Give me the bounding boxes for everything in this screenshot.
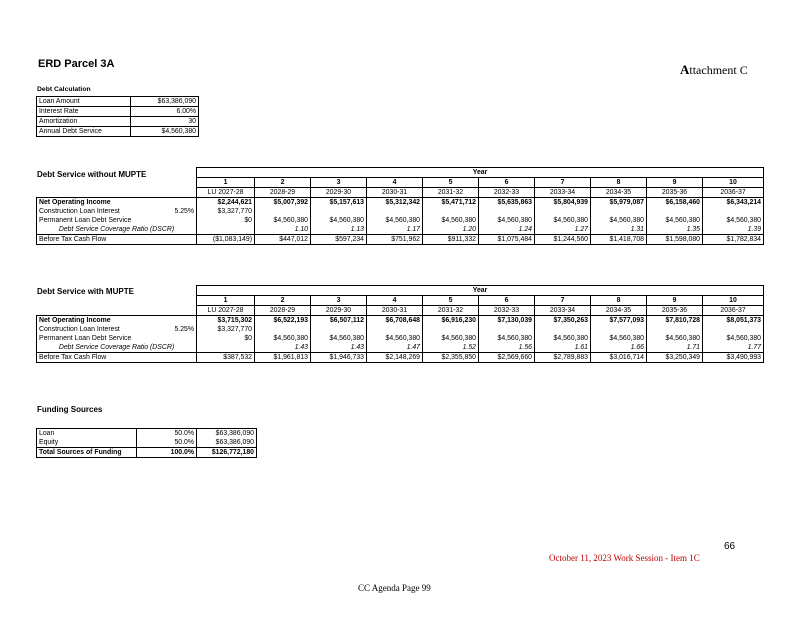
with-table — [36, 285, 764, 363]
fiscal-year: 2034-35 — [591, 306, 647, 316]
construction-value: $3,327,770 — [197, 207, 255, 216]
year-number: 7 — [535, 178, 591, 188]
dscr-row — [37, 225, 764, 235]
attachment-label — [680, 62, 748, 78]
noi-value: $6,343,214 — [703, 198, 764, 208]
dscr-label: Debt Service Coverage Ratio (DSCR) — [37, 343, 197, 353]
construction-value: $3,327,770 — [197, 325, 255, 334]
debt-calc-heading: Debt Calculation — [37, 86, 91, 93]
permanent-value: $4,560,380 — [255, 334, 311, 343]
year-number: 1 — [197, 296, 255, 306]
btcf-value: $387,532 — [197, 353, 255, 363]
dscr-value: 1.10 — [255, 225, 311, 235]
btcf-value: $1,961,813 — [255, 353, 311, 363]
btcf-value: $751,962 — [367, 235, 423, 245]
year-number: 5 — [423, 296, 479, 306]
btcf-value: $1,075,484 — [479, 235, 535, 245]
fiscal-year: 2032-33 — [479, 188, 535, 198]
permanent-value: $4,560,380 — [479, 216, 535, 225]
debt-row — [37, 97, 199, 107]
year-number: 6 — [479, 296, 535, 306]
year-number-row — [37, 178, 764, 188]
dscr-label: Debt Service Coverage Ratio (DSCR) — [37, 225, 197, 235]
year-label: Year — [197, 286, 764, 296]
empty-cell — [703, 207, 764, 216]
funding-amount: $63,386,090 — [215, 430, 254, 437]
noi-value: $7,577,093 — [591, 316, 647, 326]
btcf-value: $3,016,714 — [591, 353, 647, 363]
noi-value: $5,312,342 — [367, 198, 423, 208]
blank-cell — [145, 178, 197, 188]
noi-value: $6,158,460 — [647, 198, 703, 208]
noi-value: $6,522,193 — [255, 316, 311, 326]
dscr-row — [37, 343, 764, 353]
empty-cell — [535, 207, 591, 216]
year-number: 3 — [311, 296, 367, 306]
dscr-value: 1.24 — [479, 225, 535, 235]
fiscal-year: 2036-37 — [703, 306, 764, 316]
year-number: 2 — [255, 178, 311, 188]
fiscal-year: 2033-34 — [535, 188, 591, 198]
permanent-value: $0 — [197, 216, 255, 225]
noi-value: $6,708,648 — [367, 316, 423, 326]
fiscal-year: LU 2027-28 — [197, 188, 255, 198]
permanent-value: $4,560,380 — [535, 334, 591, 343]
empty-cell — [311, 207, 367, 216]
noi-value: $7,350,263 — [535, 316, 591, 326]
empty-cell — [591, 207, 647, 216]
year-number: 9 — [647, 296, 703, 306]
permanent-row — [37, 216, 764, 225]
year-number: 4 — [367, 178, 423, 188]
construction-label: Construction Loan Interest — [37, 207, 145, 216]
permanent-row — [37, 334, 764, 343]
btcf-value: ($1,083,149) — [197, 235, 255, 245]
year-number-row — [37, 296, 764, 306]
permanent-value: $4,560,380 — [423, 216, 479, 225]
blank-cell — [145, 306, 197, 316]
year-number: 9 — [647, 178, 703, 188]
empty-cell — [423, 325, 479, 334]
debt-value: 6.00% — [131, 107, 199, 117]
attachment-rest: ttachment C — [689, 63, 748, 77]
btcf-value: $2,355,850 — [423, 353, 479, 363]
funding-total-amount: $126,772,180 — [197, 448, 257, 458]
session-note: October 11, 2023 Work Session - Item 1C — [549, 553, 700, 563]
permanent-value: $0 — [197, 334, 255, 343]
blank-cell — [145, 168, 197, 178]
fiscal-year-row — [37, 188, 764, 198]
permanent-value: $4,560,380 — [647, 216, 703, 225]
empty-cell — [703, 325, 764, 334]
noi-value: $6,916,230 — [423, 316, 479, 326]
noi-value: $5,007,392 — [255, 198, 311, 208]
without-heading: Debt Service without MUPTE — [37, 170, 147, 179]
noi-value: $6,507,112 — [311, 316, 367, 326]
noi-value: $5,979,087 — [591, 198, 647, 208]
funding-table — [36, 428, 257, 458]
empty-cell — [647, 207, 703, 216]
empty-cell — [647, 325, 703, 334]
btcf-value: $1,418,708 — [591, 235, 647, 245]
btcf-value: $1,244,560 — [535, 235, 591, 245]
without-table — [36, 167, 764, 245]
year-number: 6 — [479, 178, 535, 188]
permanent-value: $4,560,380 — [591, 216, 647, 225]
fiscal-year: 2033-34 — [535, 306, 591, 316]
dscr-value: 1.27 — [535, 225, 591, 235]
blank-cell — [145, 188, 197, 198]
noi-value: $8,051,373 — [703, 316, 764, 326]
noi-value: $7,130,039 — [479, 316, 535, 326]
empty-cell — [311, 325, 367, 334]
debt-row — [37, 127, 199, 137]
dscr-value: 1.71 — [647, 343, 703, 353]
empty-cell — [535, 325, 591, 334]
funding-total-row — [37, 448, 257, 458]
permanent-value: $4,560,380 — [423, 334, 479, 343]
permanent-value: $4,560,380 — [311, 216, 367, 225]
noi-value: $3,715,302 — [197, 316, 255, 326]
permanent-value: $4,560,380 — [703, 334, 764, 343]
fiscal-year: 2031-32 — [423, 188, 479, 198]
permanent-label: Permanent Loan Debt Service — [37, 216, 197, 225]
year-number: 3 — [311, 178, 367, 188]
noi-value: $5,804,939 — [535, 198, 591, 208]
blank-cell — [145, 286, 197, 296]
empty-cell — [367, 207, 423, 216]
btcf-value: $2,789,883 — [535, 353, 591, 363]
permanent-value: $4,560,380 — [255, 216, 311, 225]
construction-rate: 5.25% — [145, 207, 197, 216]
with-heading: Debt Service with MUPTE — [37, 287, 134, 296]
dscr-value: 1.13 — [311, 225, 367, 235]
btcf-label: Before Tax Cash Flow — [37, 353, 197, 363]
fiscal-year: 2030-31 — [367, 306, 423, 316]
dscr-value: 1.52 — [423, 343, 479, 353]
construction-row — [37, 207, 764, 216]
page-title: ERD Parcel 3A — [38, 58, 115, 70]
fiscal-year: 2030-31 — [367, 188, 423, 198]
fiscal-year: 2029-30 — [311, 188, 367, 198]
dscr-value: 1.77 — [703, 343, 764, 353]
debt-label: Interest Rate — [37, 107, 131, 117]
empty-cell — [591, 325, 647, 334]
year-number: 1 — [197, 178, 255, 188]
permanent-label: Permanent Loan Debt Service — [37, 334, 197, 343]
btcf-value: $2,569,660 — [479, 353, 535, 363]
year-number: 10 — [703, 178, 764, 188]
btcf-value: $1,598,080 — [647, 235, 703, 245]
fiscal-year: 2035-36 — [647, 306, 703, 316]
dscr-value: 1.31 — [591, 225, 647, 235]
fiscal-year: 2032-33 — [479, 306, 535, 316]
funding-total-pct: 100.0% — [137, 448, 197, 458]
year-row — [37, 168, 764, 178]
year-number: 5 — [423, 178, 479, 188]
year-number: 2 — [255, 296, 311, 306]
noi-row — [37, 198, 764, 208]
year-number: 4 — [367, 296, 423, 306]
funding-label: Equity — [37, 438, 137, 448]
debt-label: Amortization — [37, 117, 131, 127]
blank-cell — [37, 286, 145, 296]
fiscal-year: 2029-30 — [311, 306, 367, 316]
debt-row — [37, 117, 199, 127]
noi-value: $5,471,712 — [423, 198, 479, 208]
year-number: 8 — [591, 178, 647, 188]
noi-row — [37, 316, 764, 326]
funding-label: Loan — [37, 429, 137, 439]
debt-value: 30 — [131, 117, 199, 127]
fiscal-year: 2031-32 — [423, 306, 479, 316]
page-number: 66 — [724, 541, 736, 552]
dscr-value: 1.66 — [591, 343, 647, 353]
btcf-value: $2,148,269 — [367, 353, 423, 363]
btcf-value: $1,946,733 — [311, 353, 367, 363]
empty-cell — [423, 207, 479, 216]
dscr-value: 1.43 — [255, 343, 311, 353]
permanent-value: $4,560,380 — [647, 334, 703, 343]
empty-cell — [255, 325, 311, 334]
permanent-value: $4,560,380 — [703, 216, 764, 225]
btcf-value: $1,782,834 — [703, 235, 764, 245]
year-number: 7 — [535, 296, 591, 306]
fiscal-year: 2028-29 — [255, 188, 311, 198]
dscr-value: 1.17 — [367, 225, 423, 235]
btcf-label: Before Tax Cash Flow — [37, 235, 197, 245]
permanent-value: $4,560,380 — [367, 216, 423, 225]
debt-label: Annual Debt Service — [37, 127, 131, 137]
dscr-value: 1.43 — [311, 343, 367, 353]
funding-amount: $63,386,090 — [215, 439, 254, 446]
funding-pct: 50.0% — [137, 429, 197, 439]
blank-cell — [37, 188, 145, 198]
noi-label: Net Operating Income — [37, 316, 197, 326]
funding-heading: Funding Sources — [37, 405, 103, 414]
fiscal-year: 2034-35 — [591, 188, 647, 198]
permanent-value: $4,560,380 — [367, 334, 423, 343]
dscr-value: 1.35 — [647, 225, 703, 235]
blank-cell — [37, 306, 145, 316]
construction-row — [37, 325, 764, 334]
blank-cell — [37, 296, 145, 306]
dscr-value — [197, 225, 255, 235]
year-number: 10 — [703, 296, 764, 306]
empty-cell — [479, 325, 535, 334]
attachment-prefix: A — [680, 62, 690, 77]
noi-value: $7,810,728 — [647, 316, 703, 326]
noi-value: $5,635,863 — [479, 198, 535, 208]
blank-cell — [145, 296, 197, 306]
noi-value: $2,244,621 — [197, 198, 255, 208]
dscr-value: 1.39 — [703, 225, 764, 235]
funding-row — [37, 429, 257, 439]
dscr-value: 1.61 — [535, 343, 591, 353]
btcf-value: $3,250,349 — [647, 353, 703, 363]
fiscal-year: 2035-36 — [647, 188, 703, 198]
btcf-row — [37, 353, 764, 363]
debt-value: $4,560,380 — [131, 127, 199, 137]
fiscal-year: 2036-37 — [703, 188, 764, 198]
debt-value: $63,386,090 — [131, 97, 199, 107]
empty-cell — [255, 207, 311, 216]
dscr-value: 1.56 — [479, 343, 535, 353]
dscr-value: 1.20 — [423, 225, 479, 235]
fiscal-year: 2028-29 — [255, 306, 311, 316]
construction-label: Construction Loan Interest — [37, 325, 145, 334]
blank-cell — [37, 178, 145, 188]
permanent-value: $4,560,380 — [479, 334, 535, 343]
year-label: Year — [197, 168, 764, 178]
permanent-value: $4,560,380 — [535, 216, 591, 225]
permanent-value: $4,560,380 — [591, 334, 647, 343]
empty-cell — [479, 207, 535, 216]
btcf-value: $3,490,993 — [703, 353, 764, 363]
funding-total-label: Total Sources of Funding — [37, 448, 137, 458]
empty-cell — [367, 325, 423, 334]
btcf-value: $911,332 — [423, 235, 479, 245]
btcf-value: $447,012 — [255, 235, 311, 245]
btcf-value: $597,234 — [311, 235, 367, 245]
agenda-page: CC Agenda Page 99 — [358, 583, 431, 593]
fiscal-year-row — [37, 306, 764, 316]
funding-row — [37, 438, 257, 448]
dscr-value — [197, 343, 255, 353]
dscr-value: 1.47 — [367, 343, 423, 353]
noi-value: $5,157,613 — [311, 198, 367, 208]
year-row — [37, 286, 764, 296]
fiscal-year: LU 2027-28 — [197, 306, 255, 316]
funding-pct: 50.0% — [137, 438, 197, 448]
year-number: 8 — [591, 296, 647, 306]
debt-calc-table — [36, 96, 199, 137]
permanent-value: $4,560,380 — [311, 334, 367, 343]
debt-label: Loan Amount — [37, 97, 131, 107]
debt-row — [37, 107, 199, 117]
blank-cell — [37, 168, 145, 178]
btcf-row — [37, 235, 764, 245]
construction-rate: 5.25% — [145, 325, 197, 334]
noi-label: Net Operating Income — [37, 198, 197, 208]
